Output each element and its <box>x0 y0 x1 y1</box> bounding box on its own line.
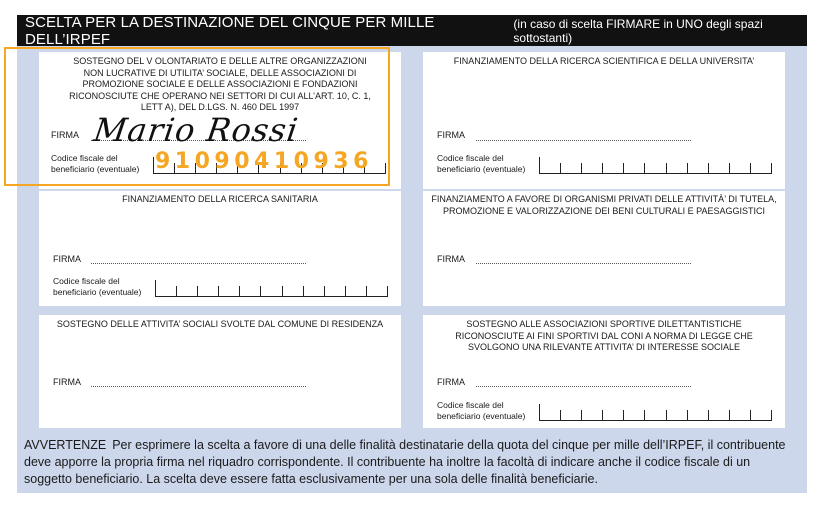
cf-label-line2: beneficiario (eventuale) <box>437 164 526 174</box>
firma-field[interactable] <box>91 386 306 387</box>
box-title: SOSTEGNO DELLE ATTIVITA’ SOCIALI SVOLTE DAL COMUNE DI RESIDENZA <box>56 319 384 329</box>
box-ricerca-scientifica <box>423 52 785 189</box>
box-comune-residenza <box>39 315 401 428</box>
firma-field[interactable] <box>91 263 306 264</box>
firma-field[interactable] <box>476 263 691 264</box>
avvertenze-text <box>24 437 796 488</box>
firma-field[interactable] <box>476 140 691 141</box>
header-title: SCELTA PER LA DESTINAZIONE DEL CINQUE PER MILLE DELL’IRPEF <box>25 13 435 48</box>
firma-label: FIRMA <box>51 130 79 140</box>
codice-fiscale-label <box>53 276 141 298</box>
form-header <box>17 15 807 46</box>
cf-label-line2: beneficiario (eventuale) <box>53 287 142 297</box>
firma-field[interactable] <box>476 386 691 387</box>
firma-label: FIRMA <box>437 377 465 387</box>
cf-label-line2: beneficiario (eventuale) <box>437 411 526 421</box>
cf-label-line1: Codice fiscale del <box>437 400 504 410</box>
box-title: FINANZIAMENTO A FAVORE DI ORGANISMI PRIVATI DELLE ATTIVITÀ’ DI TUTELA, PROMOZIONE E VALORIZZAZIONE DEI BENI CULTURALI E PAESAGGISTICI <box>431 194 777 216</box>
firma-label: FIRMA <box>437 254 465 264</box>
codice-fiscale-field[interactable] <box>539 404 772 421</box>
avvertenze-body: Per esprimere la scelta a favore di una delle finalità destinatarie della quota del cinque per mille dell’IRPEF, il contribuente deve apporre la propria firma nel riquadro corrispondente. Il contribuente ha inoltre la facoltà di indicare anche il codice fiscale di un soggetto beneficiario. La scelta deve essere fatta esclusivamente per una sola delle finalità beneficiarie. <box>24 438 786 486</box>
box-beni-culturali <box>423 191 785 306</box>
cf-label-line2: beneficiario (eventuale) <box>51 164 140 174</box>
cf-label-line1: Codice fiscale del <box>51 153 118 163</box>
cf-label-line1: Codice fiscale del <box>437 153 504 163</box>
box-title: FINANZIAMENTO DELLA RICERCA SCIENTIFICA E DELLA UNIVERSITA’ <box>453 56 755 66</box>
handwritten-signature: Mario Rossi <box>91 111 301 149</box>
codice-fiscale-field[interactable] <box>155 280 388 297</box>
box-title: FINANZIAMENTO DELLA RICERCA SANITARIA <box>122 194 318 204</box>
box-associazioni-sportive <box>423 315 785 428</box>
box-title: SOSTEGNO ALLE ASSOCIAZIONI SPORTIVE DILETTANTISTICHE RICONOSCIUTE AI FINI SPORTIVI DAL CONI A NORMA DI LEGGE CHE SVOLGONO UNA RILEVANTE ATTIVITA’ DI INTERESSE SOCIALE <box>455 319 753 352</box>
codice-fiscale-value: 91090410936 <box>155 149 373 174</box>
box-title: SOSTEGNO DEL V OLONTARIATO E DELLE ALTRE ORGANIZZAZIONI NON LUCRATIVE DI UTILITA’ SOCIALE, DELLE ASSOCIAZIONI DI PROMOZIONE SOCIALE E DELLE ASSOCIAZIONI E FONDAZIONI RICONOSCIUTE CHE OPERANO NEI SETTORI DI CUI ALL’ART. 10, C. 1, LETT A), DEL D.LGS. N. 460 DEL 1997 <box>69 56 371 112</box>
firma-label: FIRMA <box>437 130 465 140</box>
firma-label: FIRMA <box>53 377 81 387</box>
codice-fiscale-label <box>437 400 525 422</box>
cf-label-line1: Codice fiscale del <box>53 276 120 286</box>
avvertenze-lead: AVVERTENZE <box>24 438 107 452</box>
codice-fiscale-field[interactable] <box>539 157 772 174</box>
firma-label: FIRMA <box>53 254 81 264</box>
header-subtitle: (in caso di scelta FIRMARE in UNO degli spazi sottostanti) <box>513 16 763 45</box>
box-ricerca-sanitaria <box>39 191 401 306</box>
codice-fiscale-label <box>437 153 525 175</box>
